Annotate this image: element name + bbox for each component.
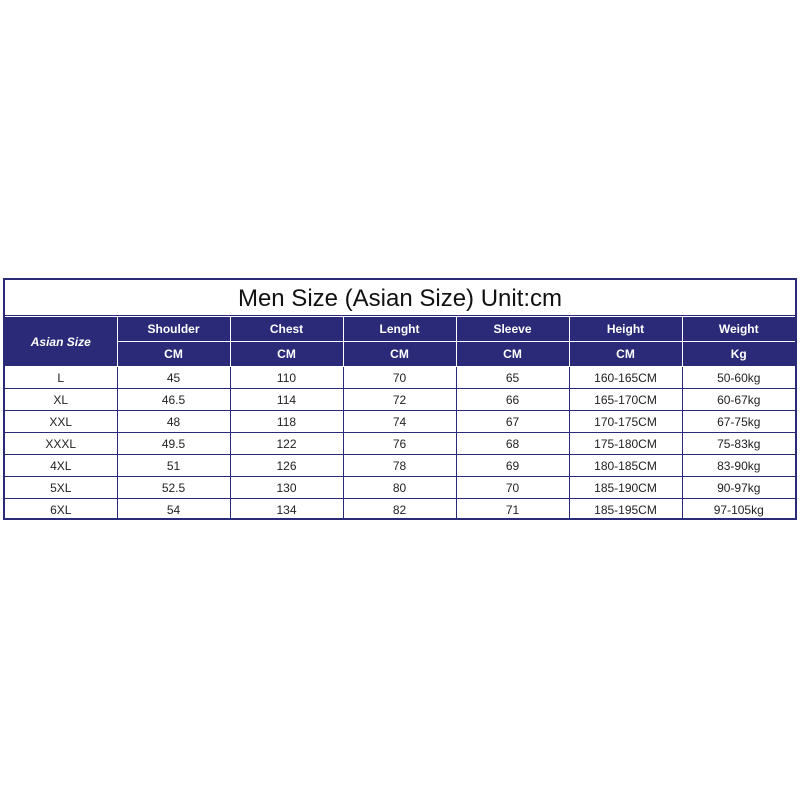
cell-length: 78 <box>343 455 456 477</box>
column-header-asian-size: Asian Size <box>5 317 117 367</box>
unit-row <box>5 342 795 367</box>
column-header-chest: Chest <box>230 317 343 342</box>
cell-height: 185-195CM <box>569 499 682 521</box>
unit-length: CM <box>343 342 456 367</box>
header-row <box>5 317 795 342</box>
cell-weight: 75-83kg <box>682 433 795 455</box>
cell-sleeve: 66 <box>456 389 569 411</box>
cell-sleeve: 67 <box>456 411 569 433</box>
cell-height: 170-175CM <box>569 411 682 433</box>
cell-weight: 50-60kg <box>682 367 795 389</box>
cell-sleeve: 71 <box>456 499 569 521</box>
cell-shoulder: 45 <box>117 367 230 389</box>
cell-shoulder: 52.5 <box>117 477 230 499</box>
table-row <box>5 389 795 411</box>
column-header-sleeve: Sleeve <box>456 317 569 342</box>
cell-length: 80 <box>343 477 456 499</box>
cell-sleeve: 65 <box>456 367 569 389</box>
cell-weight: 60-67kg <box>682 389 795 411</box>
cell-size: 5XL <box>5 477 117 499</box>
unit-height: CM <box>569 342 682 367</box>
cell-length: 74 <box>343 411 456 433</box>
cell-height: 175-180CM <box>569 433 682 455</box>
cell-chest: 134 <box>230 499 343 521</box>
cell-chest: 122 <box>230 433 343 455</box>
unit-shoulder: CM <box>117 342 230 367</box>
size-chart <box>3 278 797 520</box>
cell-size: 4XL <box>5 455 117 477</box>
cell-length: 82 <box>343 499 456 521</box>
cell-size: XXL <box>5 411 117 433</box>
cell-length: 76 <box>343 433 456 455</box>
cell-length: 70 <box>343 367 456 389</box>
table-row <box>5 411 795 433</box>
cell-chest: 114 <box>230 389 343 411</box>
unit-sleeve: CM <box>456 342 569 367</box>
cell-chest: 130 <box>230 477 343 499</box>
cell-sleeve: 68 <box>456 433 569 455</box>
cell-shoulder: 49.5 <box>117 433 230 455</box>
size-table <box>5 316 795 520</box>
table-row <box>5 367 795 389</box>
column-header-height: Height <box>569 317 682 342</box>
chart-title: Men Size (Asian Size) Unit:cm <box>5 280 795 316</box>
cell-chest: 126 <box>230 455 343 477</box>
cell-size: XXXL <box>5 433 117 455</box>
cell-weight: 83-90kg <box>682 455 795 477</box>
unit-chest: CM <box>230 342 343 367</box>
column-header-weight: Weight <box>682 317 795 342</box>
cell-shoulder: 51 <box>117 455 230 477</box>
cell-height: 160-165CM <box>569 367 682 389</box>
column-header-shoulder: Shoulder <box>117 317 230 342</box>
cell-weight: 90-97kg <box>682 477 795 499</box>
cell-size: 6XL <box>5 499 117 521</box>
cell-height: 180-185CM <box>569 455 682 477</box>
cell-chest: 118 <box>230 411 343 433</box>
cell-weight: 97-105kg <box>682 499 795 521</box>
cell-height: 185-190CM <box>569 477 682 499</box>
table-row <box>5 499 795 521</box>
cell-sleeve: 69 <box>456 455 569 477</box>
cell-shoulder: 48 <box>117 411 230 433</box>
cell-shoulder: 46.5 <box>117 389 230 411</box>
table-row <box>5 477 795 499</box>
unit-weight: Kg <box>682 342 795 367</box>
cell-size: L <box>5 367 117 389</box>
cell-length: 72 <box>343 389 456 411</box>
cell-weight: 67-75kg <box>682 411 795 433</box>
table-row <box>5 433 795 455</box>
cell-chest: 110 <box>230 367 343 389</box>
cell-sleeve: 70 <box>456 477 569 499</box>
cell-height: 165-170CM <box>569 389 682 411</box>
cell-size: XL <box>5 389 117 411</box>
cell-shoulder: 54 <box>117 499 230 521</box>
table-row <box>5 455 795 477</box>
column-header-length: Lenght <box>343 317 456 342</box>
